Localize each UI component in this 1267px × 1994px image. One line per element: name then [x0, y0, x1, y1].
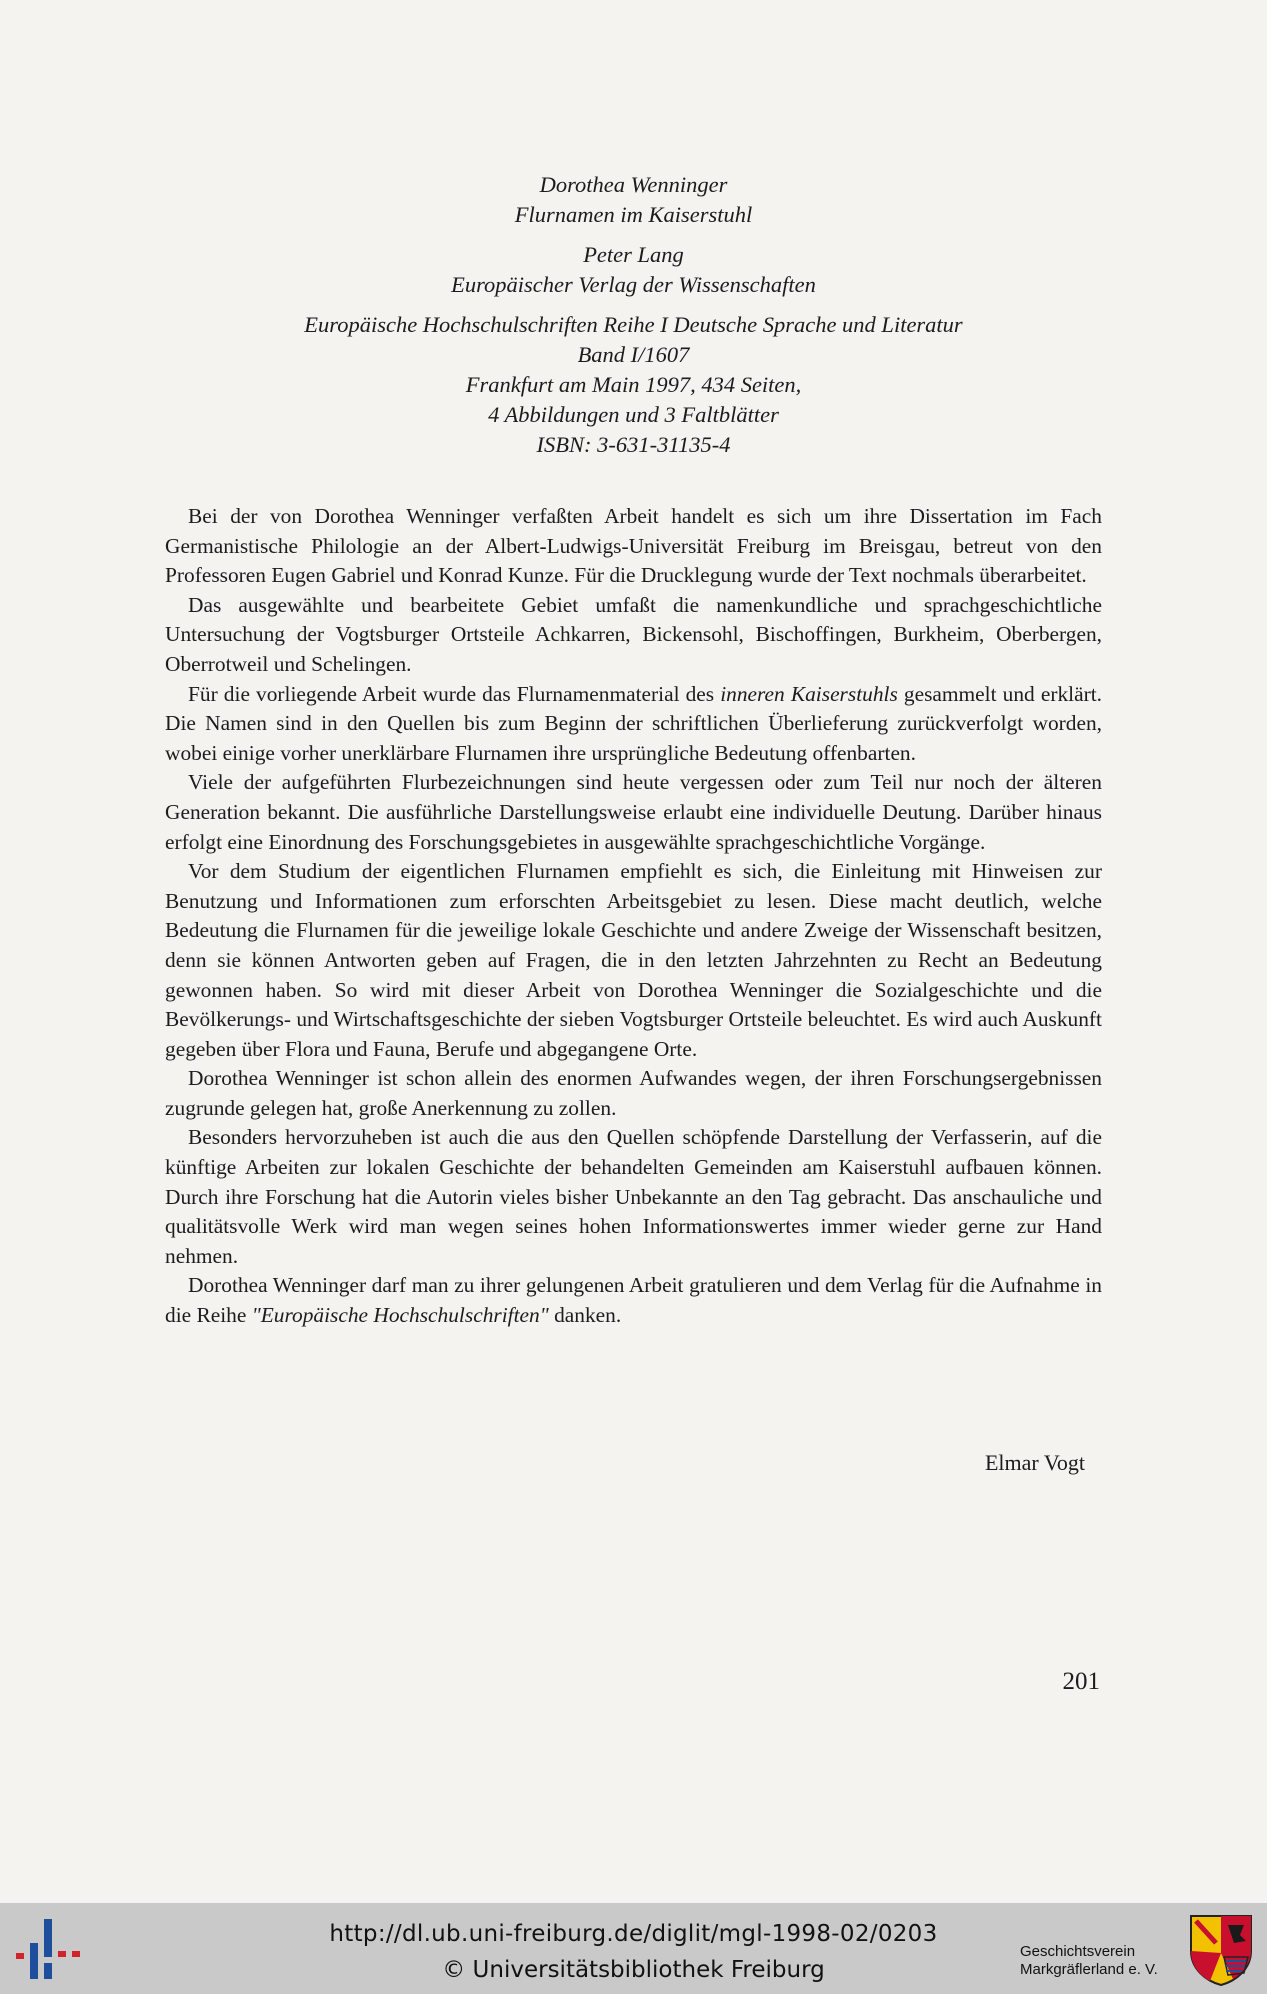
paragraph: Dorothea Wenninger ist schon allein des enormen Aufwandes wegen, der ihren Forschungsergebnissen zugrunde gelegen hat, große Anerkennung zu zollen. — [165, 1066, 1102, 1120]
footer-bar — [0, 1903, 1267, 1994]
book-series: Europäische Hochschulschriften Reihe I Deutsche Sprache und Literatur — [304, 312, 963, 337]
society-line-1: Geschichtsverein — [1020, 1943, 1136, 1960]
paragraph: Das ausgewählte und bearbeitete Gebiet umfaßt die namenkundliche und sprachgeschichtliche Untersuchung der Vogtsburger Ortsteile Achkarren, Bickensohl, Bischoffingen, Burkheim, Oberbergen, Oberrotweil und Schelingen. — [165, 592, 1102, 676]
paragraph: Vor dem Studium der eigentlichen Flurnamen empfiehlt es sich, die Einleitung mit Hinweisen zur Benutzung und Informationen zum erforschten Arbeitsgebiet zu lesen. Diese macht deutlich, welche Bedeutung die Flurnamen für die jeweilige lokale Geschichte und andere Zweige der Wissenschaft besitzen, denn sie können Antworten geben auf Fragen, die in den letzten Jahrzehnten zu Recht an Bedeutung gewonnen haben. So wird mit dieser Arbeit von Dorothea Wenninger die Sozialgeschichte und die Bevölkerungs- und Wirtschaftsgeschichte der sieben Vogtsburger Ortsteile beleuchtet. Es wird auch Auskunft gegeben über Flora und Fauna, Berufe und abgegangene Orte. — [165, 859, 1102, 1061]
book-header — [0, 170, 1267, 470]
society-name — [1020, 1943, 1180, 1979]
book-isbn: ISBN: 3-631-31135-4 — [536, 432, 731, 457]
book-author: Dorothea Wenninger — [539, 172, 728, 197]
paragraph: Viele der aufgeführten Flurbezeichnungen sind heute vergessen oder zum Teil nur noch der älteren Generation bekannt. Die ausführliche Darstellungsweise erlaubt eine individuelle Deutung. Darüber hinaus erfolgt eine Einordnung des Forschungsgebietes in ausgewählte sprachgeschichtliche Vorgänge. — [165, 770, 1102, 854]
paragraph: Für die vorliegende Arbeit wurde das Flurnamenmaterial des inneren Kaiserstuhls gesammelt und erklärt. Die Namen sind in den Quellen bis zum Beginn der schriftlichen Überlieferung zurückverfolgt worden, wobei einige vorher unerklärbare Flurnamen ihre ursprüngliche Bedeutung offenbarten. — [165, 681, 1102, 765]
book-title: Flurnamen im Kaiserstuhl — [514, 202, 753, 227]
paragraph: Besonders hervorzuheben ist auch die aus den Quellen schöpfende Darstellung der Verfasserin, auf die künftige Arbeiten zur lokalen Geschichte der behandelten Gemeinden am Kaiserstuhl aufbauen können. Durch ihre Forschung hat die Autorin vieles bisher Unbekannte an den Tag gebracht. Das anschauliche und qualitätsvolle Werk wird man wegen seines hohen Informationswertes immer wieder gerne zur Hand nehmen. — [165, 1125, 1102, 1268]
paragraph: Dorothea Wenninger darf man zu ihrer gelungenen Arbeit gratulieren und dem Verlag für die Aufnahme in die Reihe "Europäische Hochschulschriften" danken. — [165, 1273, 1102, 1328]
page-number: 201 — [1062, 1668, 1100, 1695]
emphasis: "Europäische Hochschulschriften" — [251, 1303, 549, 1328]
copyright-text: © Universitätsbibliothek Freiburg — [442, 1957, 825, 1983]
book-volume: Band I/1607 — [577, 342, 690, 367]
book-publisher-full: Europäischer Verlag der Wissenschaften — [451, 272, 816, 297]
book-publisher: Peter Lang — [583, 242, 684, 267]
book-extras: 4 Abbildungen und 3 Faltblätter — [488, 402, 779, 427]
book-pubinfo: Frankfurt am Main 1997, 434 Seiten, — [465, 372, 802, 397]
document-url-link[interactable]: http://dl.ub.uni-freiburg.de/diglit/mgl-1998-02/0203 — [329, 1921, 938, 1947]
coat-of-arms-icon[interactable] — [1188, 1913, 1254, 1987]
society-line-2: Markgräflerland e. V. — [1020, 1961, 1158, 1978]
emphasis: inneren Kaiserstuhls — [720, 681, 898, 706]
review-body — [165, 502, 1102, 1331]
paragraph: Bei der von Dorothea Wenninger verfaßten Arbeit handelt es sich um ihre Dissertation im Fach Germanistische Philologie an der Albert-Ludwigs-Universität Freiburg im Breisgau, betreut von den Professoren Eugen Gabriel und Konrad Kunze. Für die Drucklegung wurde der Text nochmals überarbeitet. — [165, 504, 1102, 588]
review-signature: Elmar Vogt — [984, 1450, 1085, 1475]
